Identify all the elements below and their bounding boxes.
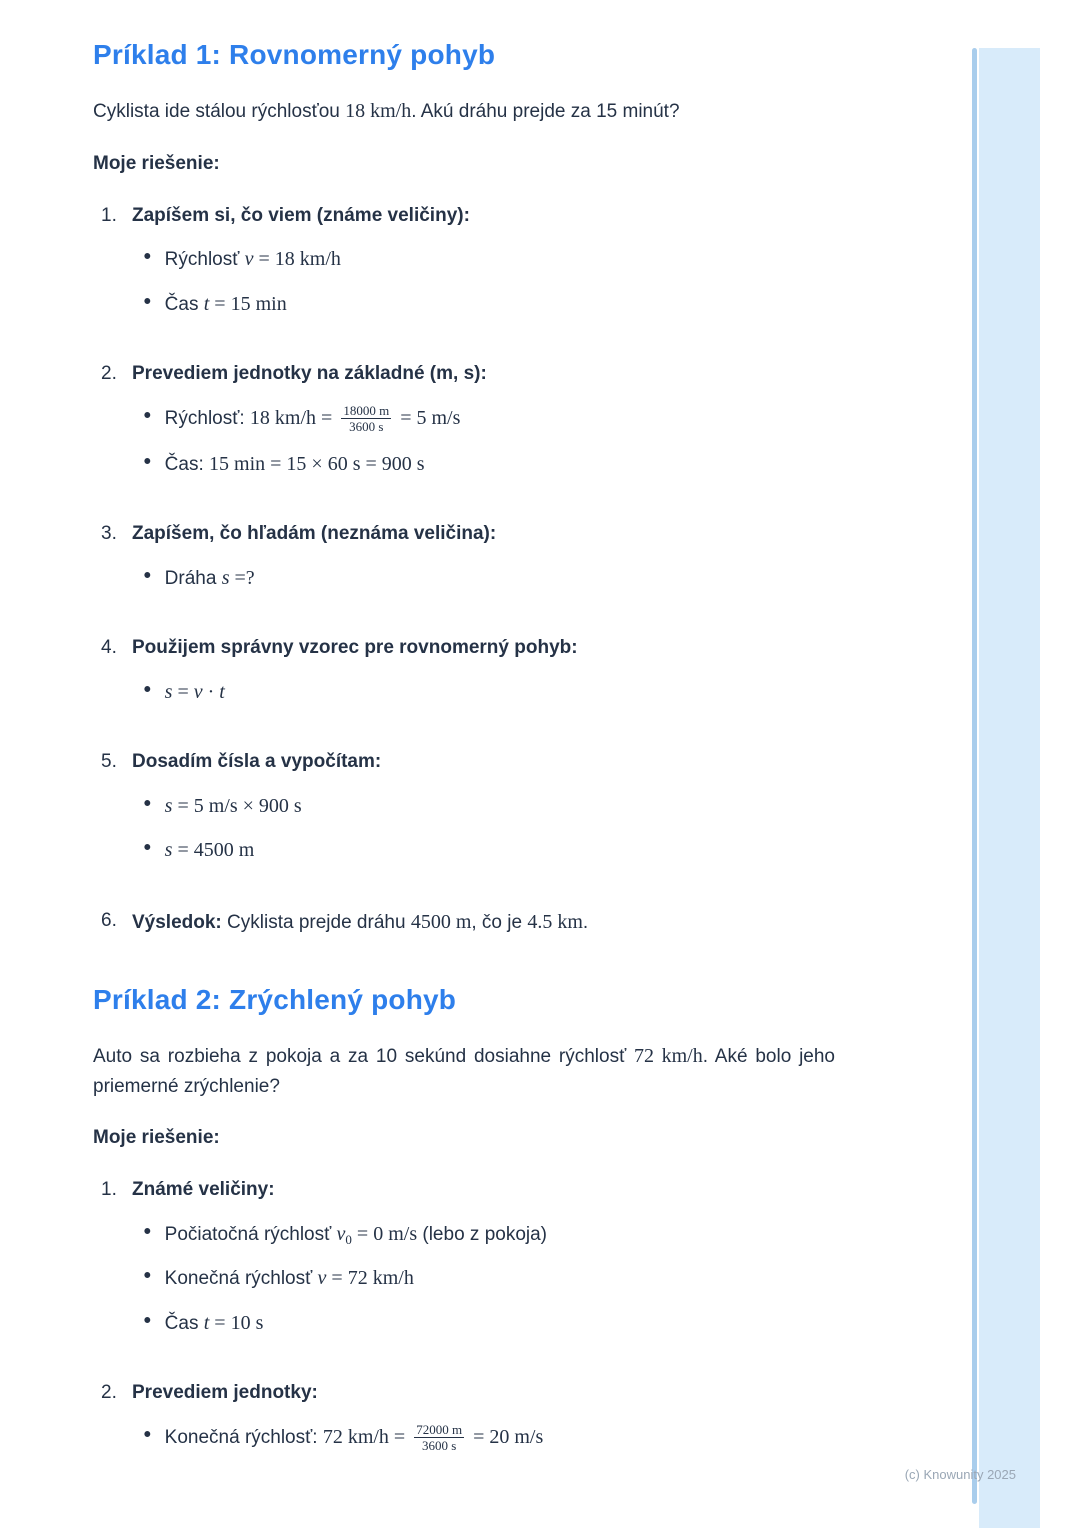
bullet-icon: • — [143, 1220, 152, 1245]
text-segment: . Akú dráhu prejde za 15 minút? — [411, 100, 680, 122]
bullet-icon: • — [143, 289, 152, 315]
step-number: 4. — [101, 637, 117, 659]
text-segment: Počiatočná rýchlosť — [164, 1223, 337, 1245]
text-segment: Rýchlosť: — [164, 407, 250, 429]
bullet-icon: • — [143, 1309, 152, 1334]
bullet-icon: • — [143, 403, 152, 429]
text-segment: = 15 min — [209, 292, 287, 315]
text-segment: t — [219, 680, 225, 703]
solution-label: Moje riešenie: — [93, 1127, 220, 1149]
list-item-text — [165, 835, 255, 866]
bullet-list — [132, 677, 835, 708]
bullet-icon: • — [143, 836, 152, 861]
text-segment: =? — [229, 566, 255, 589]
step-text — [132, 360, 835, 389]
bullet-icon: • — [143, 245, 152, 270]
step-number: 5. — [101, 751, 117, 773]
step-body — [132, 360, 835, 493]
list-item — [144, 449, 835, 480]
text-segment: 4500 m — [410, 910, 472, 933]
fraction — [341, 403, 391, 435]
text-segment: = 4500 m — [172, 839, 255, 862]
step-item — [101, 748, 835, 880]
text-segment: Konečná rýchlosť — [164, 1268, 318, 1290]
text-segment: = 20 m/s — [468, 1425, 544, 1448]
list-item-text — [165, 1422, 544, 1454]
text-segment: = 0 m/s — [351, 1222, 418, 1245]
text-segment: Konečná rýchlosť: — [164, 1426, 323, 1448]
text-segment: Použijem správny vzorec pre rovnomerný pohyb: — [132, 637, 578, 659]
list-item — [144, 791, 835, 822]
list-item — [144, 677, 835, 708]
fraction-denominator: 3600 s — [349, 419, 384, 435]
text-segment: Rýchlosť — [164, 249, 245, 271]
text-segment: Známé veličiny: — [132, 1179, 275, 1201]
text-segment: Cyklista prejde dráhu — [221, 911, 411, 933]
list-item-text — [165, 791, 302, 822]
step-number: 1. — [101, 204, 117, 226]
problem-statement — [93, 1041, 835, 1101]
bullet-icon: • — [143, 792, 152, 817]
step-body — [132, 634, 835, 721]
text-segment: , čo je — [471, 911, 528, 933]
text-segment: = 72 km/h — [326, 1267, 414, 1290]
bullet-list — [132, 403, 835, 480]
text-segment: = 10 s — [209, 1311, 264, 1334]
step-text — [132, 907, 835, 938]
bullet-icon: • — [143, 1423, 152, 1448]
text-segment: Zapíšem si, čo viem (známe veličiny): — [132, 204, 470, 226]
text-segment: s — [221, 566, 230, 589]
text-segment: Výsledok: — [132, 911, 222, 933]
text-segment: = 18 km/h — [253, 248, 341, 271]
step-body — [132, 1176, 835, 1352]
step-item — [101, 1379, 835, 1468]
step-item — [101, 634, 835, 721]
problem-statement — [93, 96, 835, 127]
step-body — [132, 520, 835, 607]
text-segment: = 5 m/s × 900 s — [172, 794, 302, 817]
bullet-list — [132, 791, 835, 866]
text-segment: t — [203, 1311, 210, 1334]
list-item — [144, 1263, 835, 1294]
list-item — [144, 244, 835, 275]
text-segment: 72 km/h — [634, 1044, 703, 1067]
text-segment: v — [193, 680, 203, 703]
text-segment: = — [172, 680, 194, 703]
fraction — [414, 1422, 464, 1454]
step-body — [132, 202, 835, 334]
text-segment: Prevediem jednotky: — [132, 1382, 318, 1404]
list-item-text — [165, 563, 255, 594]
list-item-text — [165, 1219, 547, 1250]
text-segment: 0 — [345, 1231, 352, 1247]
text-segment: Dosadím čísla a vypočítam: — [132, 751, 382, 773]
text-segment: Čas — [164, 293, 204, 315]
step-body — [132, 1379, 835, 1468]
step-text — [132, 748, 835, 777]
list-item-text — [165, 289, 287, 320]
scrollbar-thumb[interactable] — [972, 48, 977, 1504]
text-segment: 18 km/h = — [249, 406, 338, 429]
text-segment: Čas: — [164, 453, 210, 475]
step-item — [101, 907, 835, 938]
step-text — [132, 202, 835, 231]
bullet-icon: • — [143, 450, 152, 475]
step-text — [132, 634, 835, 663]
text-segment: s — [164, 794, 173, 817]
text-segment: Prevediem jednotky na základné (m, s): — [132, 363, 487, 385]
text-segment: Čas — [164, 1312, 204, 1334]
step-body — [132, 748, 835, 880]
list-item — [144, 403, 835, 435]
step-text — [132, 1379, 835, 1408]
text-segment: (lebo z pokoja) — [417, 1223, 548, 1245]
footer-credit: (c) Knowunity 2025 — [904, 1467, 1016, 1482]
section-heading: Príklad 2: Zrýchlený pohyb — [93, 984, 457, 1016]
text-segment: s — [164, 839, 173, 862]
step-text — [132, 520, 835, 549]
next-page-preview-panel — [979, 48, 1040, 1528]
list-item — [144, 1422, 835, 1454]
text-segment: 18 km/h — [345, 99, 412, 122]
list-item — [144, 289, 835, 320]
bullet-list — [132, 1219, 835, 1339]
section-heading: Príklad 1: Rovnomerný pohyb — [93, 39, 496, 70]
text-segment: v — [317, 1267, 327, 1290]
steps-list — [93, 1176, 835, 1468]
solution-label: Moje riešenie: — [93, 152, 220, 174]
step-text — [132, 1176, 835, 1205]
step-item — [101, 202, 835, 334]
text-segment: Auto sa rozbieha z pokoja a za 10 sekúnd dosiahne rýchlosť — [93, 1045, 635, 1067]
document-content — [93, 38, 835, 1495]
text-segment: . Aké bolo jeho priemerné zrýchlenie? — [93, 1045, 836, 1097]
step-number: 1. — [101, 1179, 117, 1201]
list-item-text — [165, 403, 461, 435]
list-item — [144, 563, 835, 594]
bullet-list — [132, 563, 835, 594]
bullet-icon: • — [143, 564, 152, 589]
fraction-denominator: 3600 s — [422, 1438, 457, 1454]
step-number: 6. — [101, 909, 117, 931]
bullet-icon: • — [143, 1264, 152, 1289]
fraction-numerator: 18000 m — [343, 402, 390, 418]
step-item — [101, 360, 835, 493]
fraction-numerator: 72000 m — [416, 1421, 463, 1437]
list-item — [144, 835, 835, 866]
step-number: 2. — [101, 1382, 117, 1404]
text-segment: · — [202, 680, 220, 703]
text-segment: Cyklista ide stálou rýchlosťou — [93, 100, 346, 122]
bullet-list — [132, 244, 835, 319]
text-segment: Zapíšem, čo hľadám (neznáma veličina): — [132, 523, 497, 545]
text-segment: s — [164, 680, 173, 703]
text-segment: 72 km/h = — [322, 1425, 411, 1448]
step-number: 3. — [101, 523, 117, 545]
text-segment: 15 min = 15 × 60 s = 900 s — [209, 452, 425, 475]
list-item — [144, 1219, 835, 1250]
bullet-list — [132, 1422, 835, 1454]
bullet-icon: • — [143, 678, 152, 703]
steps-list — [93, 202, 835, 938]
list-item-text — [165, 1263, 414, 1294]
step-body — [132, 907, 835, 938]
text-segment: v — [336, 1222, 346, 1245]
text-segment: 4.5 km — [527, 910, 583, 933]
list-item-text — [165, 677, 225, 708]
text-segment: = 5 m/s — [395, 406, 461, 429]
text-segment: Dráha — [164, 567, 222, 589]
text-segment: . — [582, 911, 589, 933]
step-item — [101, 1176, 835, 1352]
list-item — [144, 1308, 835, 1339]
list-item-text — [165, 244, 341, 275]
text-segment: t — [203, 292, 210, 315]
step-number: 2. — [101, 363, 117, 385]
list-item-text — [165, 449, 425, 480]
step-item — [101, 520, 835, 607]
list-item-text — [165, 1308, 264, 1339]
text-segment: v — [244, 248, 254, 271]
